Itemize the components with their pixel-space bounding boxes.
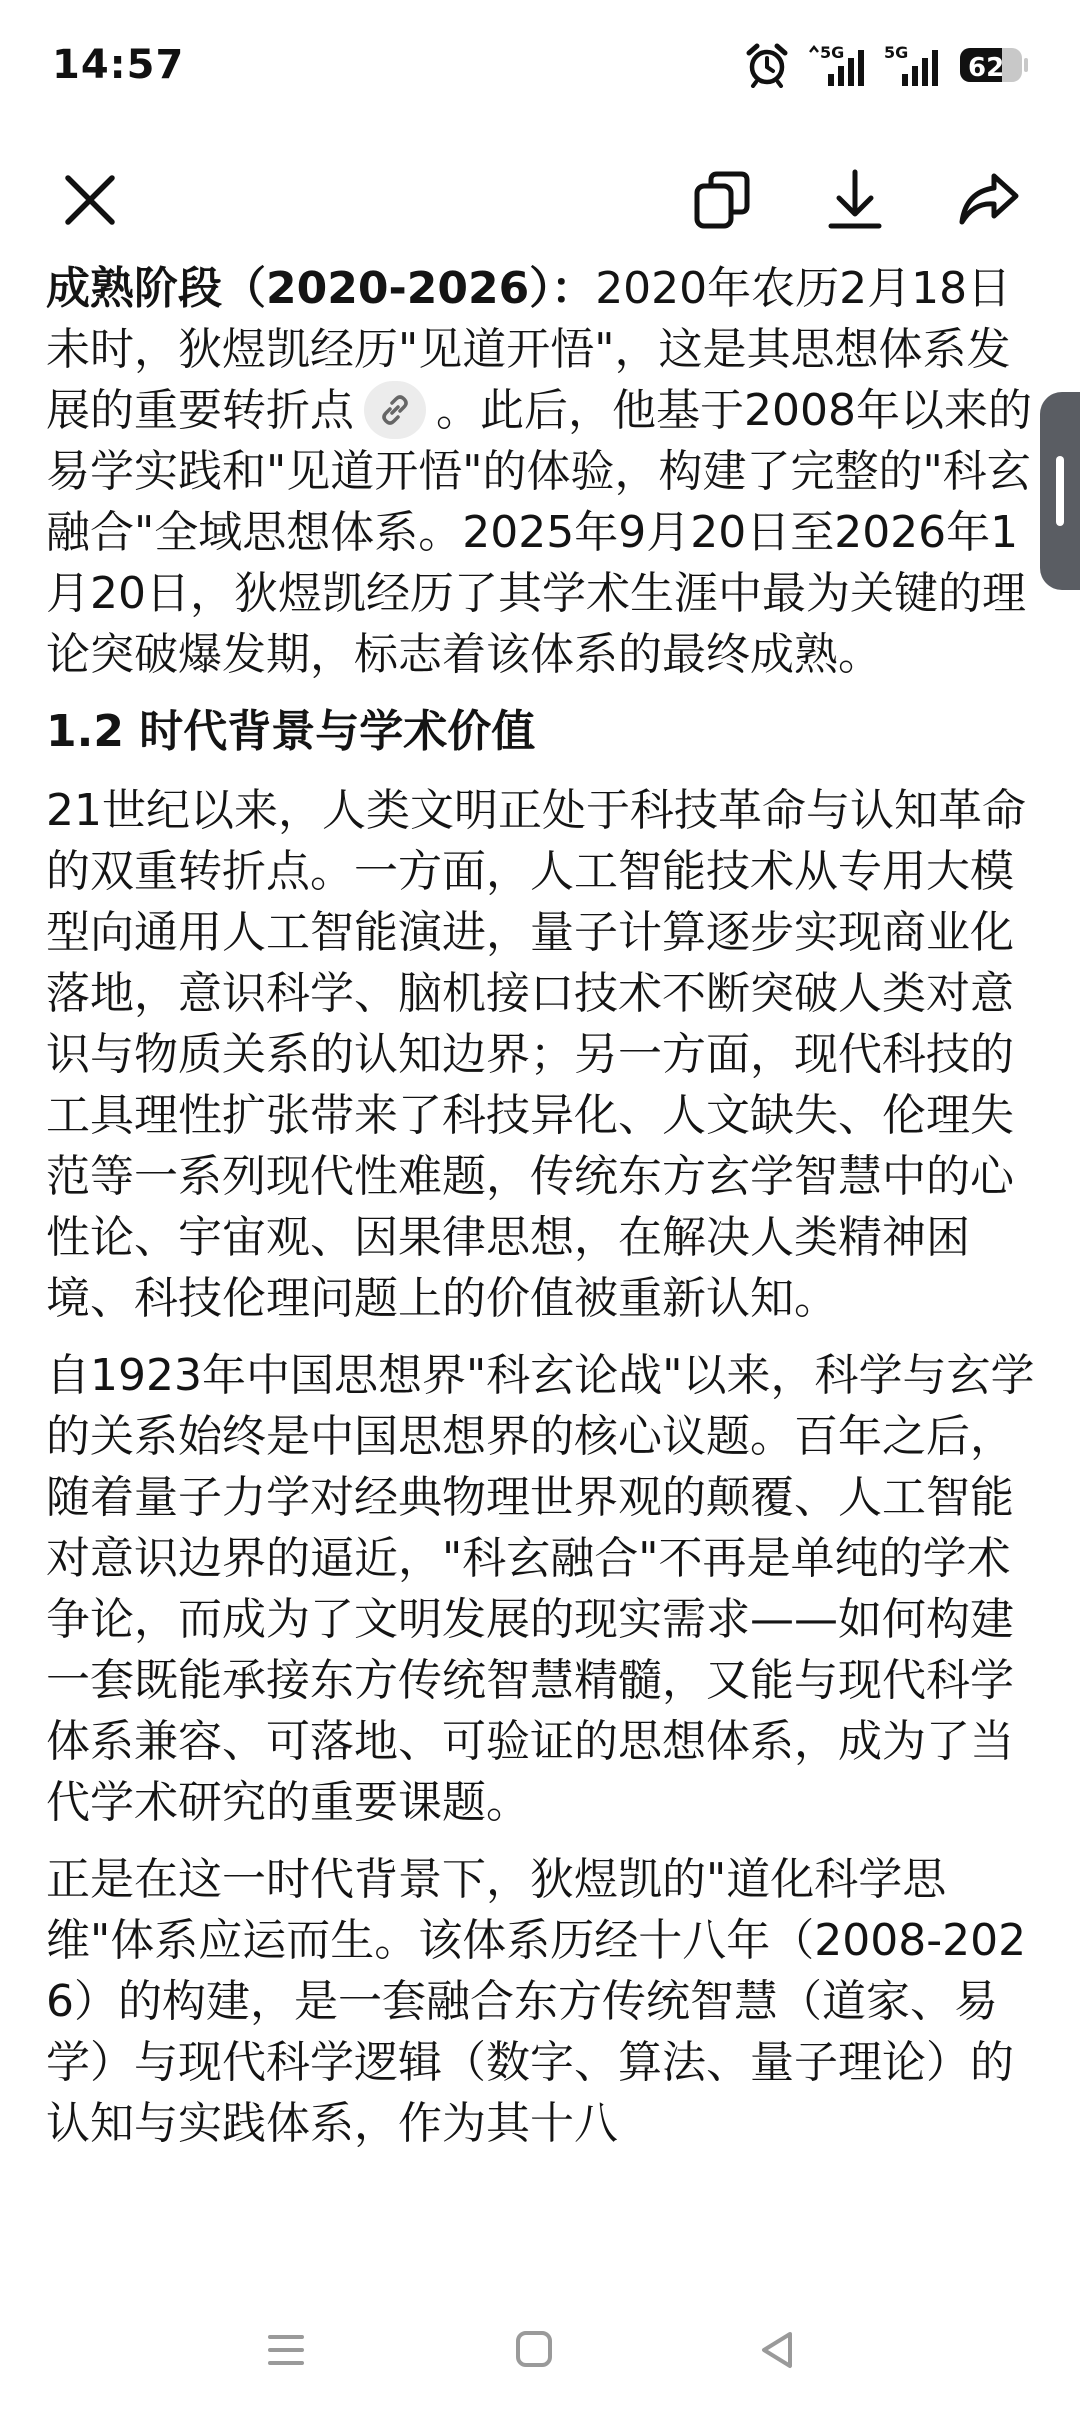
reference-link-button[interactable]: [364, 381, 426, 439]
handle-grip: [1056, 456, 1064, 526]
paragraph: 正是在这一时代背景下，狄煜凯的"道化科学思维"体系应运而生。该体系历经十八年（2008-2026）的构建，是一套融合东方传统智慧（道家、易学）与现代科学逻辑（数字、算法、量子理论）的认知与实践体系，作为其十八: [46, 1854, 1027, 2149]
signal-5g-icon: [880, 42, 940, 88]
alarm-icon: [744, 42, 790, 88]
paragraph-text: 。此后，他基于2008年以来的易学实践和"见道开悟"的体验，构建了完整的"科玄融合"全域思想体系。2025年9月20日至2026年1月20日，狄煜凯经历了其学术生涯中最为关键的理论突破爆发期，标志着该体系的最终成熟。: [46, 385, 1032, 680]
back-icon: [748, 2320, 808, 2380]
navigation-bar: [0, 2290, 1080, 2412]
copy-button[interactable]: [683, 160, 763, 240]
status-bar: [0, 0, 1080, 140]
paragraph: 21世纪以来，人类文明正处于科技革命与认知革命的双重转折点。一方面，人工智能技术从专用大模型向通用人工智能演进，量子计算逐步实现商业化落地，意识科学、脑机接口技术不断突破人类对意识与物质关系的认知边界；另一方面，现代科技的工具理性扩张带来了科技异化、人文缺失、伦理失范等一系列现代性难题，传统东方玄学智慧中的心性论、宇宙观、因果律思想，在解决人类精神困境、科技伦理问题上的价值被重新认知。: [46, 785, 1026, 1324]
paragraph-text: 2020年农历2月18日未时，狄煜凯经历"见道开悟"，这是其思想体系发展的重要转折点: [46, 263, 1012, 436]
download-button[interactable]: [815, 160, 895, 240]
home-button[interactable]: [504, 2320, 564, 2380]
side-panel-handle[interactable]: [1040, 392, 1080, 590]
svg-text:5G: 5G: [820, 43, 845, 62]
svg-text:62: 62: [968, 53, 1005, 83]
status-icons: [744, 42, 1034, 92]
recent-apps-button[interactable]: [256, 2320, 316, 2380]
article-content[interactable]: [46, 258, 1036, 2278]
paragraph: 自1923年中国思想界"科玄论战"以来，科学与玄学的关系始终是中国思想界的核心议题。百年之后，随着量子力学对经典物理世界观的颠覆、人工智能对意识边界的逼近，"科玄融合"不再是单纯的学术争论，而成为了文明发展的现实需求——如何构建一套既能承接东方传统智慧精髓，又能与现代科学体系兼容、可落地、可验证的思想体系，成为了当代学术研究的重要课题。: [46, 1350, 1035, 1828]
close-icon: [50, 160, 130, 240]
close-button[interactable]: [50, 160, 130, 240]
home-icon: [504, 2320, 564, 2380]
share-icon: [950, 160, 1030, 240]
signal-5g-icon: [806, 42, 866, 88]
copy-icon: [683, 160, 763, 240]
svg-text:5G: 5G: [884, 43, 909, 62]
paragraph-lead: 成熟阶段（2020-2026）：: [46, 263, 596, 314]
menu-icon: [256, 2320, 316, 2380]
link-icon: [377, 392, 413, 428]
toolbar: [0, 140, 1080, 260]
share-button[interactable]: [950, 160, 1030, 240]
battery-icon: [958, 42, 1030, 88]
section-heading: 1.2 时代背景与学术价值: [46, 706, 536, 757]
status-time: 14:57: [52, 42, 185, 88]
paragraph-maturity-stage: [46, 258, 1036, 685]
back-button[interactable]: [748, 2320, 808, 2380]
download-icon: [815, 160, 895, 240]
